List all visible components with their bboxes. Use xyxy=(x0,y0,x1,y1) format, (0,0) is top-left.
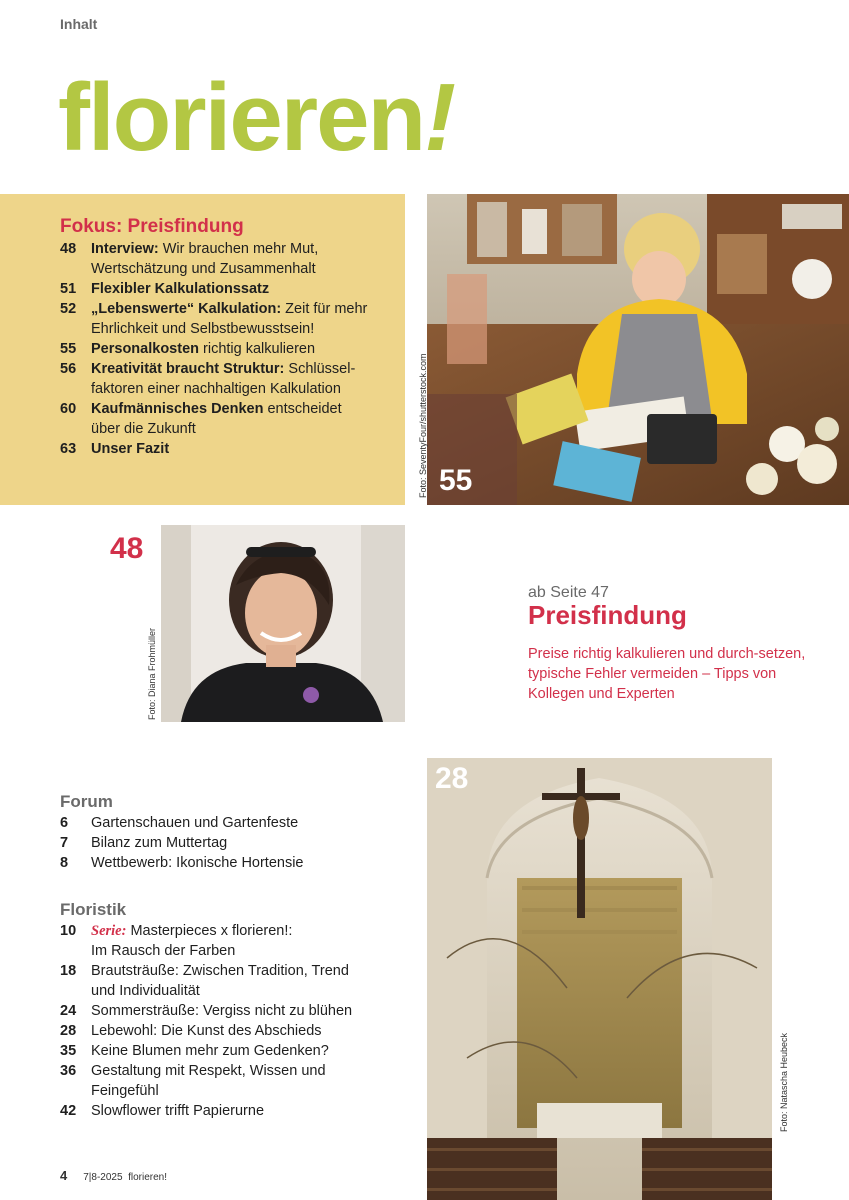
footer-page-number: 4 xyxy=(60,1168,68,1183)
forum-toc xyxy=(60,813,304,873)
toc-item[interactable] xyxy=(60,961,352,1001)
toc-item[interactable] xyxy=(60,813,304,833)
floristik-toc xyxy=(60,921,352,1121)
logo-exclamation: ! xyxy=(424,64,455,171)
teaser-text: Preise richtig kalkulieren und durch-setzen, typische Fehler vermeiden – Tipps von Kollegen und Experten xyxy=(528,646,806,702)
toc-item[interactable] xyxy=(60,853,304,873)
toc-item-text: Gestaltung mit Respekt, Wissen und xyxy=(91,1063,326,1079)
magazine-logo xyxy=(58,64,455,171)
toc-page-number: 18 xyxy=(60,963,77,979)
toc-item[interactable] xyxy=(60,833,304,853)
toc-item-bold: Kreativität braucht Struktur: xyxy=(91,361,285,377)
toc-item[interactable] xyxy=(60,399,367,439)
toc-item[interactable] xyxy=(60,359,367,399)
toc-item-continuation: und Individualität xyxy=(91,983,200,999)
teaser-headline: Preisfindung xyxy=(528,600,687,630)
toc-item-text: entscheidet xyxy=(263,401,342,417)
toc-page-number: 55 xyxy=(60,341,77,357)
toc-item-bold: Unser Fazit xyxy=(91,441,170,457)
toc-item-continuation: Ehrlichkeit und Selbstbewusstsein! xyxy=(91,321,315,337)
focus-toc xyxy=(60,239,367,459)
toc-page-number: 48 xyxy=(60,241,77,257)
toc-item-continuation: Im Rausch der Farben xyxy=(91,943,236,959)
logo-word: florieren xyxy=(58,64,425,171)
toc-item[interactable] xyxy=(60,921,352,961)
toc-item-text: Wettbewerb: Ikonische Hortensie xyxy=(91,855,304,871)
forum-title: Forum xyxy=(60,792,113,811)
toc-page-number: 10 xyxy=(60,923,77,939)
toc-item[interactable] xyxy=(60,1101,352,1121)
toc-item-text: Schlüssel- xyxy=(284,361,356,377)
toc-page-number: 35 xyxy=(60,1043,77,1059)
serie-label: Serie: xyxy=(91,923,127,939)
footer-issue: 7|8-2025 xyxy=(83,1172,123,1183)
footer-magazine: florieren! xyxy=(128,1172,167,1183)
photo-credit-church: Foto: Natascha Heubeck xyxy=(779,1032,789,1132)
toc-item-continuation: Feingefühl xyxy=(91,1083,159,1099)
toc-page-number: 42 xyxy=(60,1103,77,1119)
florist-illustration xyxy=(427,194,849,505)
photo-portrait[interactable] xyxy=(161,525,405,722)
toc-item[interactable] xyxy=(60,299,367,339)
photo-credit-portrait: Foto: Diana Frohmüller xyxy=(147,627,157,720)
toc-item[interactable] xyxy=(60,1041,352,1061)
toc-item[interactable] xyxy=(60,439,367,459)
page-footer xyxy=(60,1168,167,1183)
toc-page-number: 60 xyxy=(60,401,77,417)
toc-item-text: Brautsträuße: Zwischen Tradition, Trend xyxy=(91,963,349,979)
toc-item-text: Wir brauchen mehr Mut, xyxy=(158,241,319,257)
toc-page-number: 56 xyxy=(60,361,77,377)
toc-item[interactable] xyxy=(60,239,367,279)
toc-page-number: 24 xyxy=(60,1003,77,1019)
toc-item-text: Gartenschauen und Gartenfeste xyxy=(91,815,299,831)
page-badge-28: 28 xyxy=(435,762,469,795)
focus-title: Fokus: Preisfindung xyxy=(60,216,244,237)
toc-item-bold: „Lebenswerte“ Kalkulation: xyxy=(91,301,282,317)
toc-page-number: 36 xyxy=(60,1063,77,1079)
toc-item-bold: Interview: xyxy=(91,241,159,257)
toc-item[interactable] xyxy=(60,1021,352,1041)
toc-item-text: Lebewohl: Die Kunst des Abschieds xyxy=(91,1023,322,1039)
toc-page-number: 8 xyxy=(60,855,69,871)
toc-item-text: Zeit für mehr xyxy=(281,301,368,317)
toc-item[interactable] xyxy=(60,1001,352,1021)
photo-church-interior[interactable] xyxy=(427,758,772,1200)
page-badge-55: 55 xyxy=(439,464,473,497)
toc-item-continuation: über die Zukunft xyxy=(91,421,196,437)
church-illustration xyxy=(427,758,772,1200)
toc-page-number: 28 xyxy=(60,1023,77,1039)
toc-item-bold: Kaufmännisches Denken xyxy=(91,401,264,417)
toc-item[interactable] xyxy=(60,339,367,359)
toc-page-number: 7 xyxy=(60,835,69,851)
photo-florist-calculating[interactable] xyxy=(427,194,849,505)
toc-item-continuation: Wertschätzung und Zusammenhalt xyxy=(91,261,316,277)
toc-item-bold: Flexibler Kalkulationssatz xyxy=(91,281,270,297)
portrait-illustration xyxy=(161,525,405,722)
toc-item-bold: Personalkosten xyxy=(91,341,199,357)
toc-item-text: Bilanz zum Muttertag xyxy=(91,835,228,851)
toc-item[interactable] xyxy=(60,279,367,299)
teaser-pre: ab Seite 47 xyxy=(528,584,609,601)
toc-page-number: 6 xyxy=(60,815,69,831)
toc-page-number: 63 xyxy=(60,441,77,457)
toc-item-continuation: faktoren einer nachhaltigen Kalkulation xyxy=(91,381,341,397)
floristik-title: Floristik xyxy=(60,900,127,919)
toc-item-text: richtig kalkulieren xyxy=(199,341,316,357)
toc-item[interactable] xyxy=(60,1061,352,1101)
toc-item-text: Slowflower trifft Papierurne xyxy=(91,1103,265,1119)
photo-credit-florist: Foto: SeventyFour/shutterstock.com xyxy=(418,353,428,498)
toc-page-number: 51 xyxy=(60,281,77,297)
page-badge-48: 48 xyxy=(110,532,144,565)
section-label: Inhalt xyxy=(60,16,98,32)
toc-page-number: 52 xyxy=(60,301,77,317)
toc-item-text: Sommersträuße: Vergiss nicht zu blühen xyxy=(91,1003,353,1019)
toc-item-text: Keine Blumen mehr zum Gedenken? xyxy=(91,1043,329,1059)
toc-item-text: Masterpieces x florieren!: xyxy=(130,923,293,939)
